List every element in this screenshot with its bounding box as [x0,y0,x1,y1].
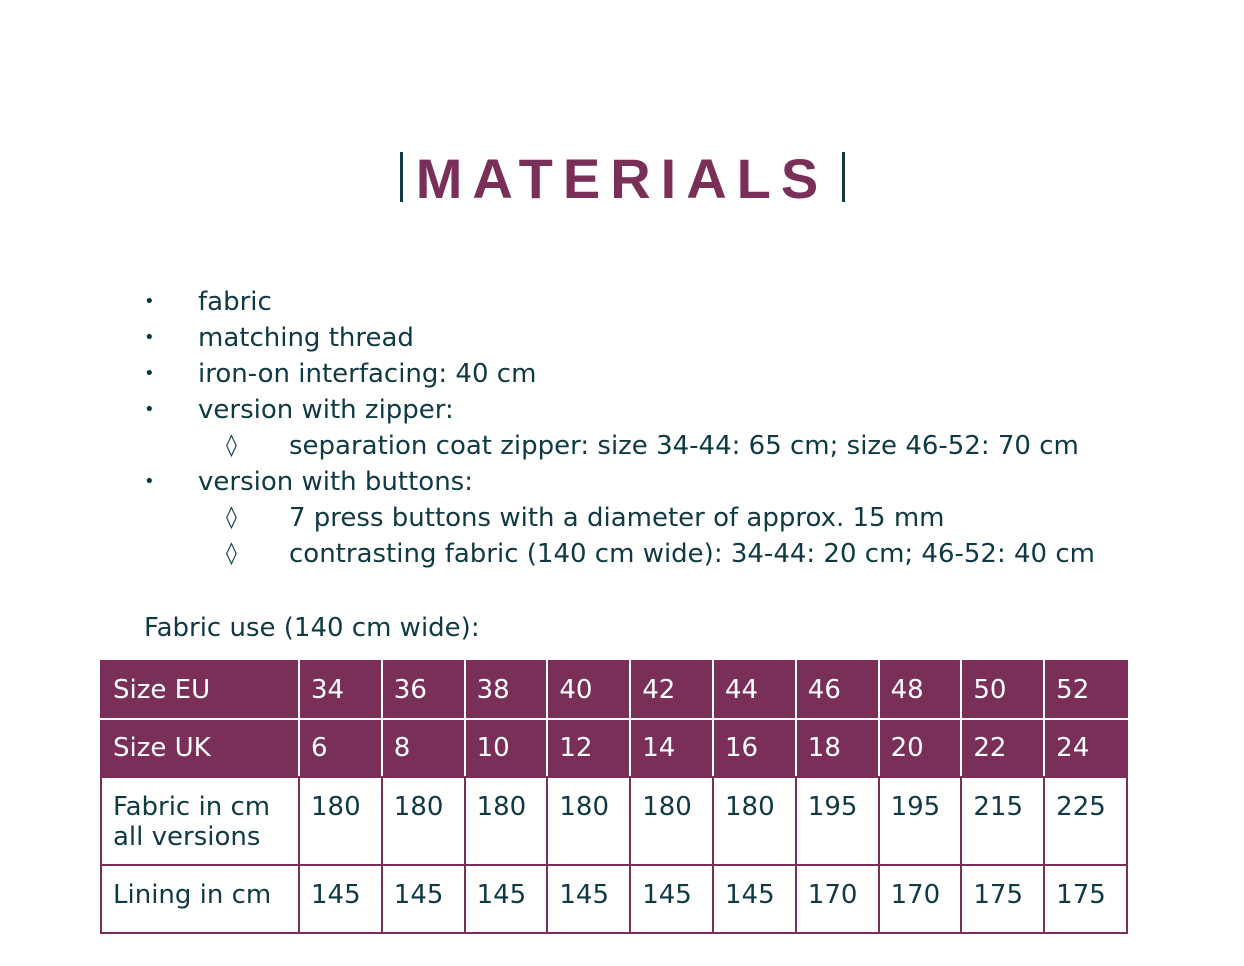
row-label: Size UK [101,719,299,777]
table-cell: 145 [547,865,630,933]
table-cell: 34 [299,661,382,719]
table-cell: 170 [879,865,962,933]
bullet-icon: • [144,471,155,492]
row-label: Lining in cm [101,865,299,933]
table-cell: 145 [713,865,796,933]
materials-subitem-text: contrasting fabric (140 cm wide): 34-44: 20 cm; 46-52: 40 cm [289,539,1095,569]
table-cell: 36 [382,661,465,719]
table-cell: 170 [796,865,879,933]
size-uk-row [101,719,1127,777]
table-cell: 180 [465,777,548,865]
materials-sublist [198,428,1079,464]
materials-list-item [144,320,1040,356]
title-right-bar [842,152,845,202]
diamond-bullet-icon: ◊ [226,433,237,458]
row-label: Fabric in cm all versions [101,777,299,865]
bullet-icon: • [144,363,155,384]
table-cell: 180 [547,777,630,865]
fabric-use-label: Fabric use (140 cm wide): [144,613,480,643]
materials-item-text: fabric [198,287,272,317]
table-cell: 22 [961,719,1044,777]
table-cell: 145 [465,865,548,933]
table-cell: 180 [630,777,713,865]
table-cell: 24 [1044,719,1127,777]
row-label: Size EU [101,661,299,719]
materials-list-item [144,464,1095,572]
bullet-icon: • [144,327,155,348]
table-cell: 8 [382,719,465,777]
materials-list-item [144,392,1079,464]
table-cell: 195 [796,777,879,865]
materials-subitem-text: separation coat zipper: size 34-44: 65 cm; size 46-52: 70 cm [289,431,1079,461]
materials-list-item [144,356,1040,392]
table-cell: 195 [879,777,962,865]
materials-subitem [174,536,1095,572]
table-cell: 145 [630,865,713,933]
table-cell: 20 [879,719,962,777]
materials-item-text: version with zipper: [198,395,454,425]
table-cell: 44 [713,661,796,719]
table-cell: 215 [961,777,1044,865]
table-cell: 145 [299,865,382,933]
table-cell: 10 [465,719,548,777]
page-title: MATERIALS [415,147,829,210]
table-cell: 48 [879,661,962,719]
table-cell: 50 [961,661,1044,719]
table-cell: 175 [1044,865,1127,933]
materials-sublist [198,500,1095,572]
size-table [100,660,1128,934]
table-cell: 180 [299,777,382,865]
table-cell: 42 [630,661,713,719]
materials-subitem-text: 7 press buttons with a diameter of approx. 15 mm [289,503,945,533]
table-cell: 145 [382,865,465,933]
diamond-bullet-icon: ◊ [226,541,237,566]
table-cell: 40 [547,661,630,719]
table-cell: 12 [547,719,630,777]
table-cell: 225 [1044,777,1127,865]
bullet-icon: • [144,399,155,420]
materials-list [144,284,1095,572]
table-cell: 14 [630,719,713,777]
lining-row [101,865,1127,933]
size-eu-row [101,661,1127,719]
materials-subitem [174,428,1079,464]
table-cell: 16 [713,719,796,777]
table-cell: 38 [465,661,548,719]
table-cell: 52 [1044,661,1127,719]
table-cell: 46 [796,661,879,719]
table-cell: 18 [796,719,879,777]
fabric-row [101,777,1127,865]
table-cell: 175 [961,865,1044,933]
diamond-bullet-icon: ◊ [226,505,237,530]
table-cell: 6 [299,719,382,777]
materials-item-text: iron-on interfacing: 40 cm [198,359,537,389]
table-cell: 180 [713,777,796,865]
materials-item-text: matching thread [198,323,414,353]
materials-item-text: version with buttons: [198,467,473,497]
materials-list-item [144,284,1040,320]
materials-subitem [174,500,1040,536]
bullet-icon: • [144,291,155,312]
title-block [0,140,1244,210]
table-cell: 180 [382,777,465,865]
